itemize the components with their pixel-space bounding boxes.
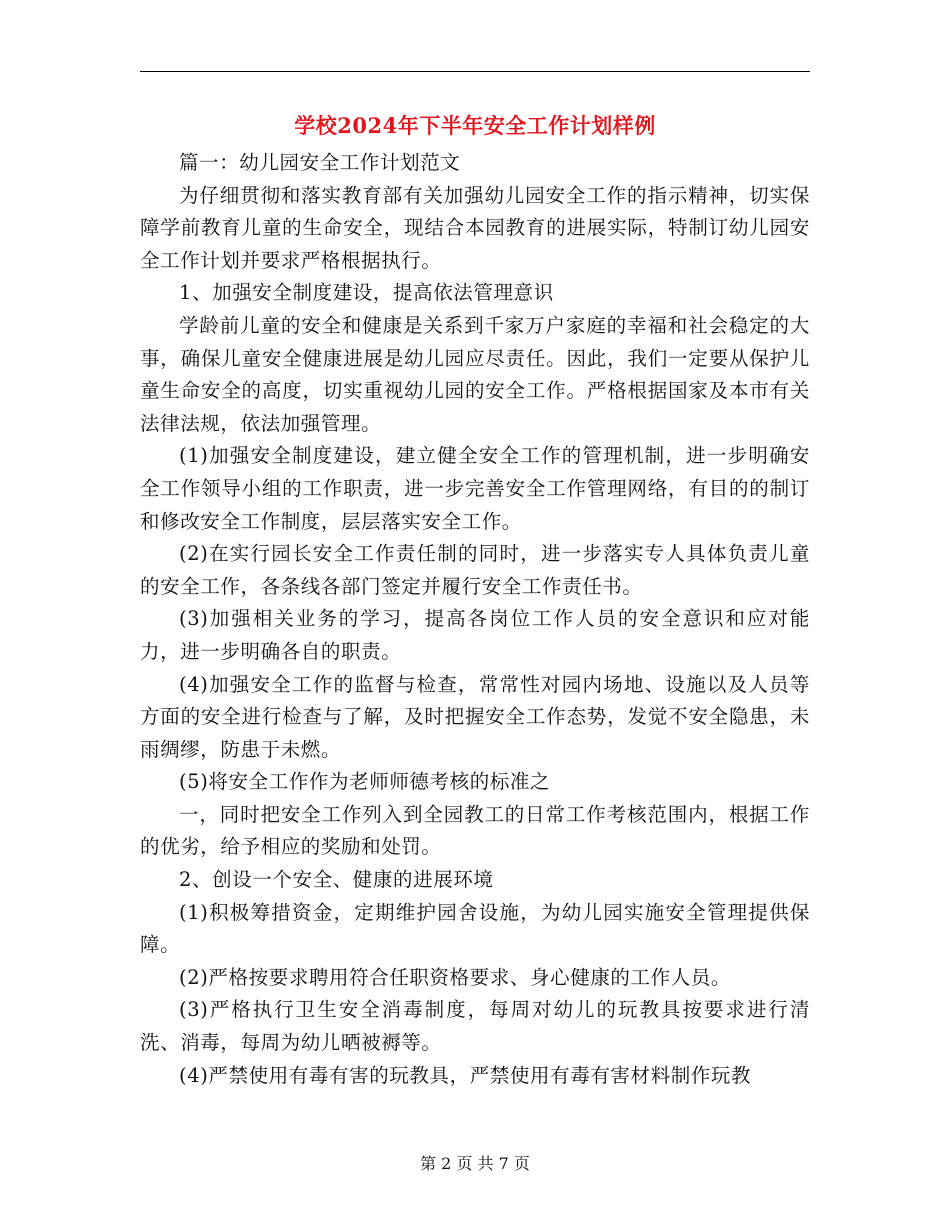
paragraph: 学龄前儿童的安全和健康是关系到千家万户家庭的幸福和社会稳定的大事，确保儿童安全健康进展是幼儿园应尽责任。因此，我们一定要从保护儿童生命安全的高度，切实重视幼儿园的安全工作。严格根据国家及本市有关法律法规，依法加强管理。 — [140, 313, 810, 435]
paragraph: 2、创设一个安全、健康的进展环境 — [179, 868, 494, 892]
paragraph: (4)加强安全工作的监督与检查，常常性对园内场地、设施以及人员等方面的安全进行检查与了解，及时把握安全工作态势，发觉不安全隐患，未雨绸缪，防患于未燃。 — [140, 672, 810, 761]
paragraph: (2)在实行园长安全工作责任制的同时，进一步落实专人具体负责儿童的安全工作，各条线各部门签定并履行安全工作责任书。 — [140, 542, 810, 598]
paragraph: (1)加强安全制度建设，建立健全安全工作的管理机制，进一步明确安全工作领导小组的工作职责，进一步完善安全工作管理网络，有目的的制订和修改安全工作制度，层层落实安全工作。 — [140, 444, 810, 533]
paragraph: (1)积极筹措资金，定期维护园舍设施，为幼儿园实施安全管理提供保障。 — [140, 900, 810, 957]
paragraph: 为仔细贯彻和落实教育部有关加强幼儿园安全工作的指示精神，切实保障学前教育儿童的生命安全，现结合本园教育的进展实际，特制订幼儿园安全工作计划并要求严格根据执行。 — [140, 183, 810, 272]
paragraph: (3)加强相关业务的学习，提高各岗位工作人员的安全意识和应对能力，进一步明确各自的职责。 — [140, 607, 810, 663]
page-number: 第 2 页 共 7 页 — [420, 1154, 530, 1173]
header-rule — [140, 71, 810, 72]
paragraph: 1、加强安全制度建设，提高依法管理意识 — [179, 281, 554, 305]
paragraph: 篇一：幼儿园安全工作计划范文 — [179, 151, 461, 174]
document-body — [140, 147, 810, 1092]
paragraph: (2)严格按要求聘用符合任职资格要求、身心健康的工作人员。 — [179, 965, 732, 989]
paragraph: 一，同时把安全工作列入到全园教工的日常工作考核范围内，根据工作的优劣，给予相应的奖励和处罚。 — [140, 802, 810, 859]
document-title: 学校2024年下半年安全工作计划样例 — [294, 113, 656, 138]
paragraph: (5)将安全工作作为老师师德考核的标准之 — [179, 770, 551, 794]
paragraph: (3)严格执行卫生安全消毒制度，每周对幼儿的玩教具按要求进行清洗、消毒，每周为幼儿晒被褥等。 — [140, 998, 810, 1055]
paragraph: (4)严禁使用有毒有害的玩教具，严禁使用有毒有害材料制作玩教 — [179, 1063, 752, 1087]
